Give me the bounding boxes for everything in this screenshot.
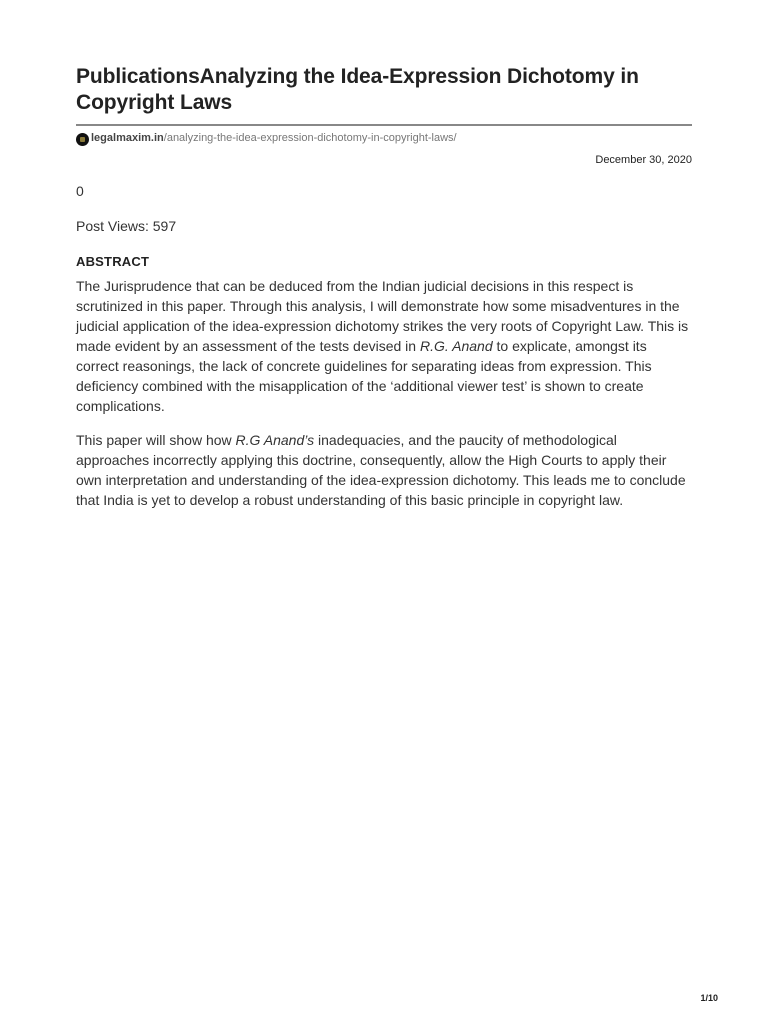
- post-views: Post Views: 597: [76, 218, 177, 234]
- source-path[interactable]: /analyzing-the-idea-expression-dichotomy-in-copyright-laws/: [163, 132, 457, 144]
- paragraph-2-text-a: This paper will show how: [76, 432, 236, 448]
- comment-count: 0: [76, 183, 84, 199]
- article-title: PublicationsAnalyzing the Idea-Expression Dichotomy in Copyright Laws: [76, 65, 639, 114]
- abstract-heading: ABSTRACT: [76, 254, 150, 269]
- paragraph-1-text-a: The Jurisprudence that can be deduced from the Indian judicial decisions in this respect is scrutinized in this paper. Through this analysis, I will demonstrate how some misadventures in the judicial application of the idea-expression dichotomy strikes the very roots of Copyright Law. This is made evident by an assessment of the tests devised in: [76, 278, 689, 354]
- source-domain[interactable]: legalmaxim.in: [91, 132, 164, 144]
- document-page: [76, 64, 692, 510]
- page-indicator: 1/10: [700, 993, 718, 1003]
- abstract-paragraph-2: [76, 430, 692, 510]
- publish-date: December 30, 2020: [595, 154, 692, 166]
- title-divider: [76, 124, 692, 126]
- source-url[interactable]: [76, 131, 692, 145]
- paragraph-1-text-b: to explicate, amongst its correct reasonings, the lack of concrete guidelines for separating ideas from expression. This deficiency combined with the misapplication of the ‘additional viewer test’ is shown to create complications.: [76, 338, 652, 414]
- abstract-paragraph-1: [76, 276, 692, 416]
- case-name-rg-anands: R.G Anand’s: [235, 432, 315, 448]
- paragraph-2-text-b: inadequacies, and the paucity of methodological approaches incorrectly applying this doctrine, consequently, allow the High Courts to apply their own interpretation and understanding of the idea-expression dichotomy. This leads me to conclude that India is yet to develop a robust understanding of this basic principle in copyright law.: [76, 432, 686, 508]
- site-favicon-icon: [76, 133, 89, 146]
- case-name-rg-anand: R.G. Anand: [419, 338, 493, 354]
